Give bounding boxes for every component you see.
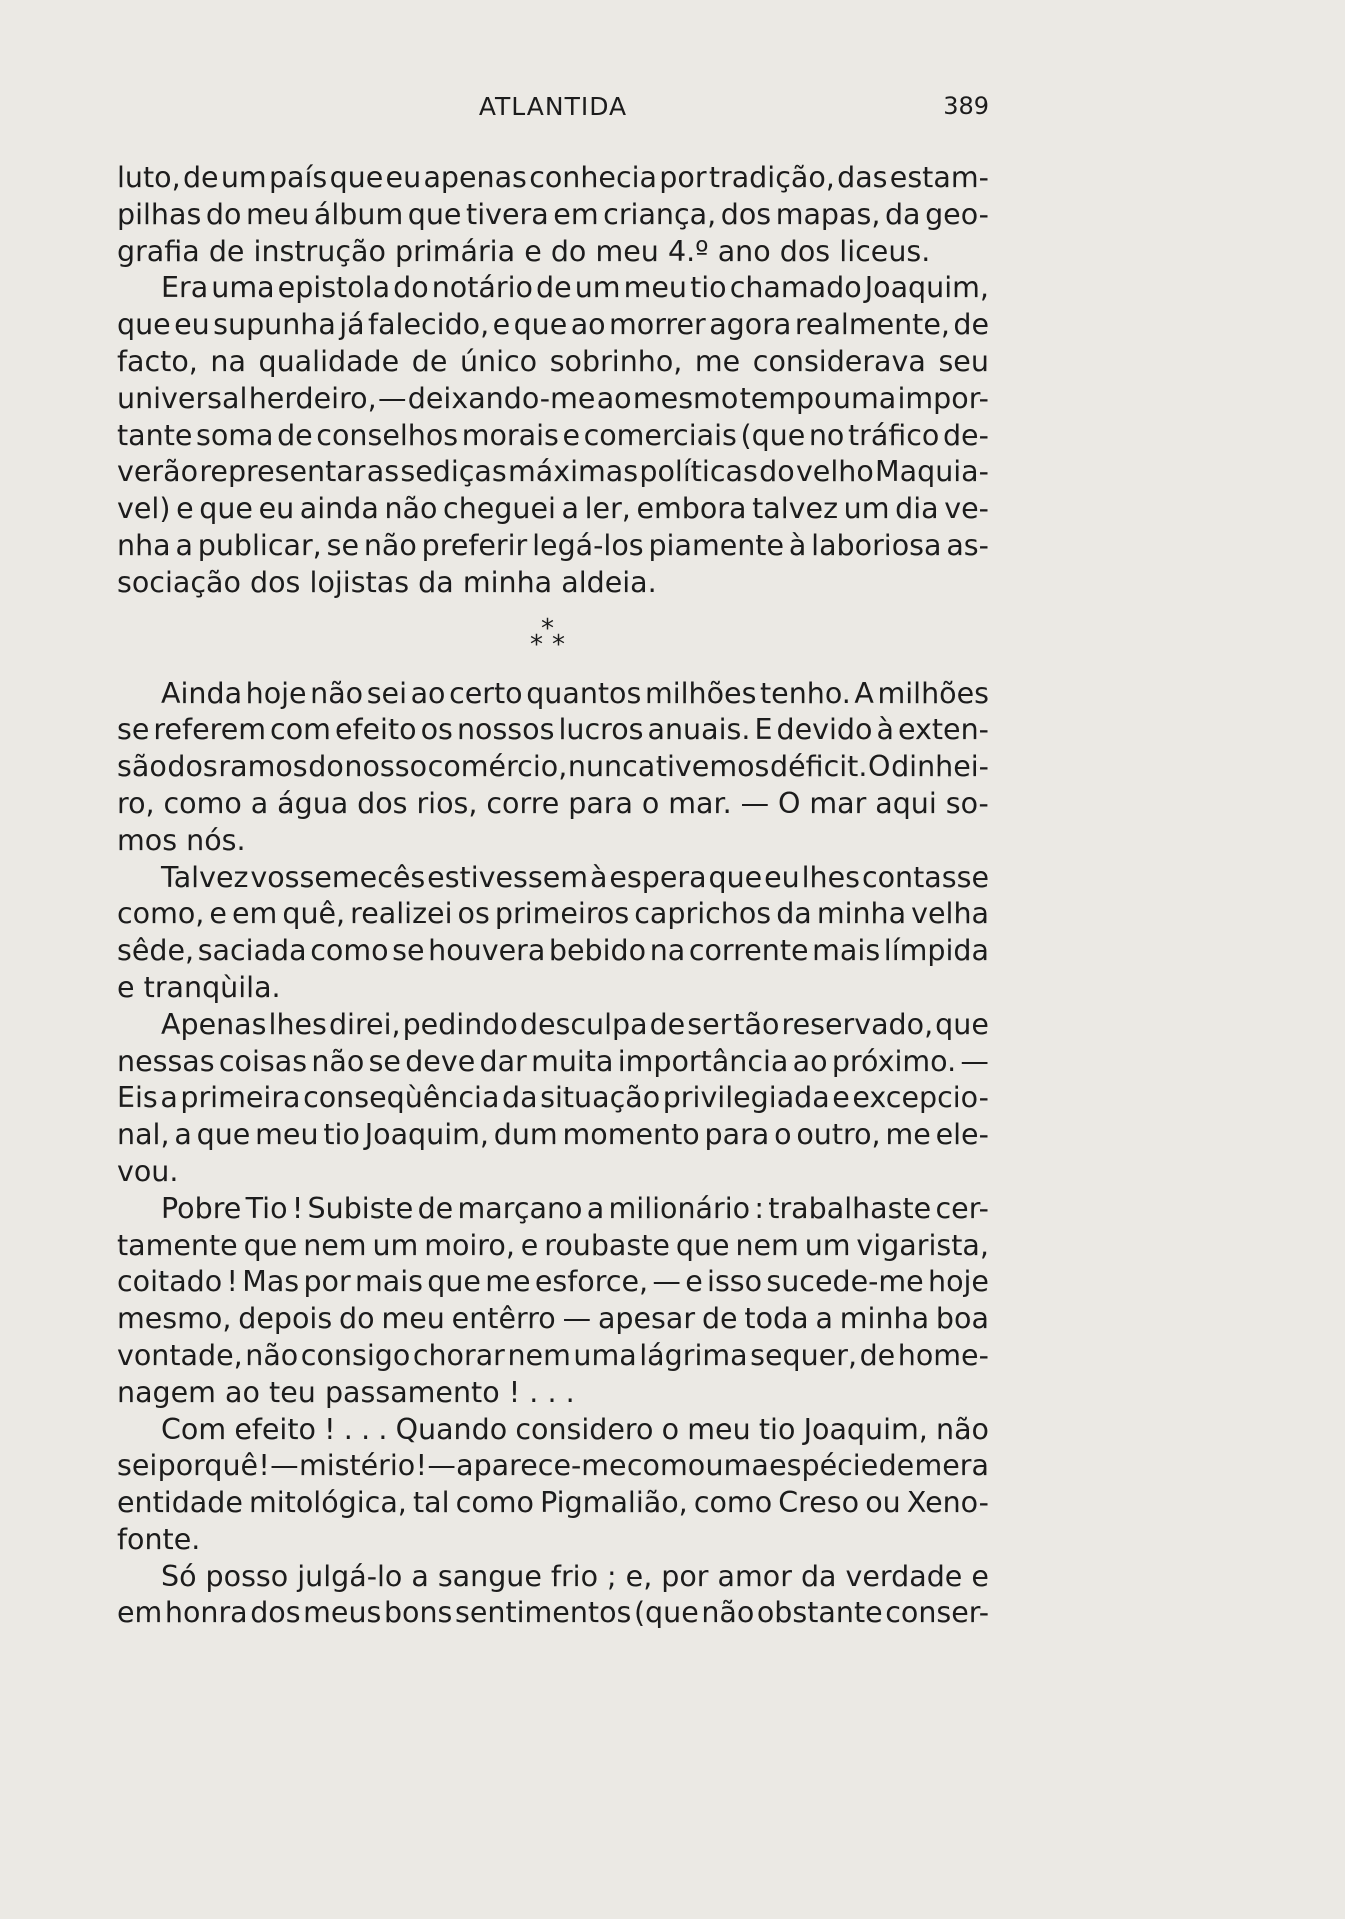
text-line: facto, na qualidade de único sobrinho, me considerava seu <box>117 344 989 378</box>
text-line: Pobre Tio ! Subiste de marçano a milionário : trabalhaste cer- <box>161 1191 989 1225</box>
text-line: verão representar as sediças máximas políticas do velho Maquia- <box>117 455 989 489</box>
running-title: ATLANTIDA <box>478 92 628 121</box>
text-line: fonte. <box>117 1522 201 1556</box>
text-line: Talvez vossemecês estivessem à espera que eu lhes contasse <box>161 860 989 894</box>
text-line: Apenas lhes direi, pedindo desculpa de ser tão reservado, que <box>161 1007 989 1041</box>
text-line: nagem ao teu passamento ! . . . <box>117 1375 575 1409</box>
asterism <box>117 602 989 676</box>
page-number: 389 <box>943 92 989 120</box>
text-line: universal herdeiro, — deixando-me ao mesmo tempo uma impor- <box>117 381 989 415</box>
asterism-star-right: * <box>552 629 565 660</box>
text-line: Só posso julgá-lo a sangue frio ; e, por amor da verdade e <box>161 1559 989 1593</box>
text-line: que eu supunha já falecido, e que ao morrer agora realmente, de <box>117 308 989 342</box>
text-section-1 <box>117 160 989 602</box>
text-line: tamente que nem um moiro, e roubaste que nem um vigarista, <box>117 1228 989 1262</box>
body-text <box>117 160 989 1632</box>
asterism-star-top: * <box>541 613 554 644</box>
text-line: nal, a que meu tio Joaquim, dum momento para o outro, me ele- <box>117 1118 989 1152</box>
text-line: mos nós. <box>117 823 246 857</box>
text-line: nessas coisas não se deve dar muita importância ao próximo. — <box>117 1044 989 1078</box>
text-line: nha a publicar, se não preferir legá-los piamente à laboriosa as- <box>117 528 989 562</box>
text-line: pilhas do meu álbum que tivera em criança, dos mapas, da geo- <box>117 197 989 231</box>
text-line: mesmo, depois do meu entêrro — apesar de toda a minha boa <box>117 1302 989 1336</box>
running-head <box>117 92 989 126</box>
text-line: vel) e que eu ainda não cheguei a ler, embora talvez um dia ve- <box>117 492 989 526</box>
text-line: Eis a primeira conseqùência da situação privilegiada e excepcio- <box>117 1081 989 1115</box>
text-section-2 <box>117 676 989 1633</box>
text-line: ro, como a água dos rios, corre para o mar. — O mar aqui so- <box>117 786 989 820</box>
text-line: coitado ! Mas por mais que me esforce, — e isso sucede-me hoje <box>117 1265 989 1299</box>
text-line: luto, de um país que eu apenas conhecia por tradição, das estam- <box>117 161 989 194</box>
text-line: como, e em quê, realizei os primeiros caprichos da minha velha <box>117 897 989 931</box>
text-line: e tranqùila. <box>117 970 281 1004</box>
text-line: vou. <box>117 1154 179 1188</box>
text-line: Com efeito ! . . . Quando considero o meu tio Joaquim, não <box>161 1412 989 1446</box>
text-line: sei porquê ! — mistério ! — aparece-me como uma espécie de mera <box>117 1449 989 1483</box>
text-line: entidade mitológica, tal como Pigmalião, como Creso ou Xeno- <box>117 1486 989 1520</box>
text-line: são dos ramos do nosso comércio, nunca tivemos déficit. O dinhei- <box>117 750 989 784</box>
text-line: Era uma epistola do notário de um meu tio chamado Joaquim, <box>161 271 989 305</box>
text-line: vontade, não consigo chorar nem uma lágrima sequer, de home- <box>117 1338 989 1372</box>
text-line: sêde, saciada como se houvera bebido na corrente mais límpida <box>117 934 989 968</box>
text-line: grafia de instrução primária e do meu 4.º ano dos liceus. <box>117 234 931 268</box>
text-line: Ainda hoje não sei ao certo quantos milhões tenho. A milhões <box>161 676 989 710</box>
text-line: em honra dos meus bons sentimentos (que não obstante conser- <box>117 1596 989 1630</box>
text-line: tante soma de conselhos morais e comerciais (que no tráfico de- <box>117 418 989 452</box>
text-line: se referem com efeito os nossos lucros anuais. E devido à exten- <box>117 713 989 747</box>
asterism-star-left: * <box>530 629 543 660</box>
text-line: sociação dos lojistas da minha aldeia. <box>117 565 657 599</box>
